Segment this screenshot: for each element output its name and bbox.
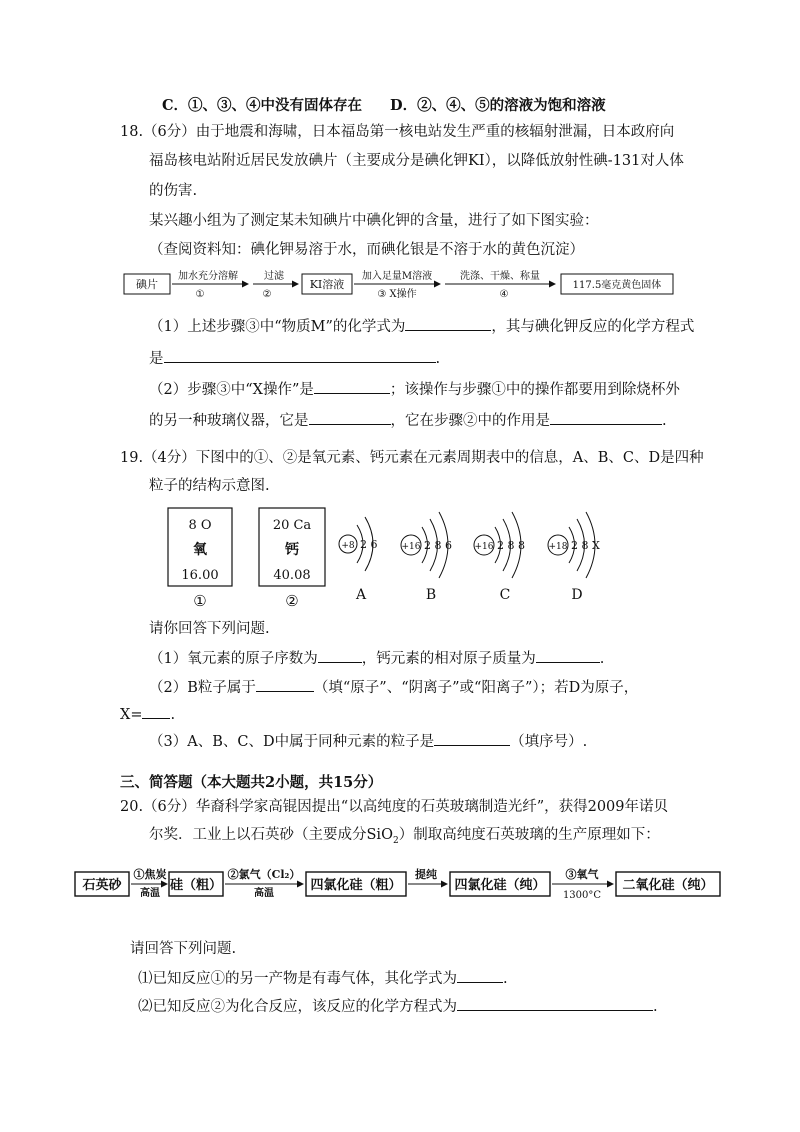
calcium-card-label: ② <box>285 592 299 610</box>
q18-p2-blank-x-operation[interactable] <box>314 381 390 394</box>
flow-arrow-3-top: 加入足量M溶液 <box>361 271 433 282</box>
calcium-number-symbol: 20 Ca <box>272 518 312 533</box>
q19-part2 <box>149 679 638 697</box>
q20-p1-text-b: . <box>503 971 508 987</box>
q18-p1-text-d: . <box>435 351 441 367</box>
q20-stem-text-b: ）制取高纯度石英玻璃的生产原理如下： <box>398 827 660 843</box>
q20-p2-blank-equation[interactable] <box>457 998 653 1011</box>
atom-d-shells: 2 8 X <box>571 539 600 552</box>
q18-part1-line1 <box>149 318 694 336</box>
atom-c-shells: 2 8 8 <box>497 539 525 552</box>
flow2-arrow-2-bottom: 高温 <box>254 888 274 899</box>
q20-p1-text-a: ⑴已知反应①的另一产物是有毒气体，其化学式为 <box>138 971 457 987</box>
q18-part1-line2 <box>149 350 440 368</box>
q20-part1 <box>138 970 508 988</box>
q17-option-d: D．②、④、⑤的溶液为饱和溶液 <box>390 97 606 114</box>
flow-arrow-1-bottom: ① <box>195 289 205 300</box>
atom-d-nucleus: +18 <box>548 542 568 552</box>
q18-p2-text-c: 的另一种玻璃仪器，它是 <box>149 413 309 429</box>
q18-stem-line5: （查阅资料知：碘化钾易溶于水，而碘化银是不溶于水的黄色沉淀） <box>149 242 584 258</box>
q18-p2-text-e: . <box>662 413 667 429</box>
q18-p1-text-a: （1）上述步骤③中“物质M”的化学式为 <box>149 319 406 335</box>
flow2-arrow-4-top: ③氧气 <box>565 868 599 881</box>
q19-structure-figure <box>160 505 620 615</box>
flow2-box-crude-silicon-label: 硅（粗） <box>169 878 223 893</box>
q19-p2-text-c: X= <box>120 707 143 723</box>
atom-diagram-d <box>548 512 600 603</box>
flow2-arrow-4-bottom: 1300°C <box>562 890 602 901</box>
oxygen-mass: 16.00 <box>181 568 219 583</box>
flow2-arrow-1-top: ①焦炭 <box>133 868 167 881</box>
flow2-box-pure-sio2-label: 二氧化硅（纯） <box>622 878 714 893</box>
q18-p1-blank-formula[interactable] <box>405 318 491 331</box>
section-3-heading: 三、简答题（本大题共2小题，共15分） <box>120 774 383 791</box>
q18-p1-blank-equation[interactable] <box>164 350 436 363</box>
atom-a-label: A <box>355 587 367 603</box>
q18-stem-line1: 18.（6分）由于地震和海啸，日本福岛第一核电站发生严重的核辐射泄漏，日本政府向 <box>120 124 675 140</box>
q19-ask: 请你回答下列问题. <box>149 621 270 637</box>
q19-p2-text-a: （2）B粒子属于 <box>149 680 256 696</box>
q19-p1-blank-atomic-mass[interactable] <box>536 650 600 663</box>
q18-stem-line2: 福岛核电站附近居民发放碘片（主要成分是碘化钾KI），以降低放射性碘-131对人体 <box>149 153 684 169</box>
flow-arrow-3-bottom: ③ X操作 <box>377 289 417 300</box>
atom-d-label: D <box>571 587 583 603</box>
flow-arrow-4-bottom: ④ <box>499 289 509 300</box>
flow-box-yellow-solid-label: 117.5毫克黄色固体 <box>572 280 662 291</box>
q18-p1-text-c: 是 <box>149 351 164 367</box>
q19-part3 <box>149 733 587 751</box>
q19-stem-line1: 19.（4分）下图中的①、②是氧元素、钙元素在元素周期表中的信息，A、B、C、D是四种 <box>120 450 704 466</box>
q19-part2-x <box>120 706 175 724</box>
atom-diagram-a <box>339 517 378 603</box>
q18-stem-line4: 某兴趣小组为了测定某未知碘片中碘化钾的含量，进行了如下图实验： <box>149 213 599 229</box>
q20-part2 <box>138 998 658 1016</box>
q18-part2-line2 <box>149 412 667 430</box>
flow2-box-quartz-sand-label: 石英砂 <box>82 878 122 893</box>
q20-stem-text-a: 尔奖．工业上以石英砂（主要成分SiO <box>149 827 393 843</box>
flow2-arrow-2-top: ②氯气（Cl₂） <box>227 868 301 881</box>
q20-stem-line2 <box>149 827 660 847</box>
q19-p2-blank-particle-type[interactable] <box>256 679 314 692</box>
q19-p2-text-d: . <box>170 707 176 723</box>
atom-c-nucleus: +16 <box>474 542 494 552</box>
q20-p1-blank-formula[interactable] <box>457 970 503 983</box>
q18-stem-line3: 的伤害. <box>149 183 198 199</box>
flow-arrow-4-top: 洗涤、干燥、称量 <box>460 271 540 282</box>
atom-diagram-b <box>401 512 452 603</box>
q18-p2-text-b: ；该操作与步骤①中的操作都要用到除烧杯外 <box>389 382 680 398</box>
flow2-box-pure-sicl4-label: 四氯化硅（纯） <box>454 878 546 893</box>
q19-p2-blank-x[interactable] <box>142 706 170 719</box>
flow-arrow-2-bottom: ② <box>262 289 272 300</box>
q18-p2-text-a: （2）步骤③中“X操作”是 <box>149 382 314 398</box>
q18-p2-blank-instrument[interactable] <box>309 412 391 425</box>
oxygen-number-symbol: 8 O <box>188 518 212 533</box>
atom-b-shells: 2 8 6 <box>424 539 452 552</box>
calcium-mass: 40.08 <box>273 568 311 583</box>
q19-p2-text-b: （填“原子”、“阴离子”或“阳离子”）；若D为原子， <box>313 680 639 696</box>
atom-a-shells: 2 6 <box>360 538 378 551</box>
flow-arrow-2-top: 过滤 <box>264 271 284 282</box>
q18-experiment-flowchart <box>120 264 680 304</box>
atom-b-nucleus: +16 <box>401 542 421 552</box>
flow-box-ki-solution-label: KI溶液 <box>309 278 345 291</box>
q19-stem-line2: 粒子的结构示意图. <box>149 478 270 494</box>
q19-p3-blank-same-element[interactable] <box>434 733 510 746</box>
q18-p1-text-b: ，其与碘化钾反应的化学方程式 <box>491 319 695 335</box>
flow-box-iodine-tablet-label: 碘片 <box>136 278 158 291</box>
q19-p1-text-a: （1）氧元素的原子序数为 <box>149 651 318 667</box>
q19-p3-text-b: （填序号）. <box>510 734 588 750</box>
q19-part1 <box>149 650 604 668</box>
q19-p1-blank-atomic-number[interactable] <box>318 650 362 663</box>
q20-production-flowchart <box>70 858 726 906</box>
flow2-box-crude-sicl4-label: 四氯化硅（粗） <box>310 878 402 893</box>
q19-p1-text-c: . <box>599 651 605 667</box>
atom-a-nucleus: +8 <box>341 541 355 551</box>
oxygen-card-label: ① <box>193 592 207 610</box>
atom-diagram-c <box>474 512 525 603</box>
q18-part2-line1 <box>149 381 680 399</box>
q18-p2-blank-function[interactable] <box>550 412 662 425</box>
flow-arrow-1-top: 加水充分溶解 <box>178 271 238 282</box>
q19-p1-text-b: ，钙元素的相对原子质量为 <box>361 651 536 667</box>
q19-p3-text-a: （3）A、B、C、D中属于同种元素的粒子是 <box>149 734 435 750</box>
flow2-arrow-3-top: 提纯 <box>415 868 437 881</box>
q20-ask: 请回答下列问题. <box>130 941 237 957</box>
oxygen-name: 氧 <box>193 542 207 558</box>
q20-p2-text-b: . <box>653 999 658 1015</box>
q18-p2-text-d: ，它在步骤②中的作用是 <box>390 413 550 429</box>
q20-stem-line1: 20.（6分）华裔科学家高锟因提出“以高纯度的石英玻璃制造光纤”，获得2009年诺贝 <box>120 799 669 815</box>
atom-c-label: C <box>499 587 511 603</box>
q20-stem-subscript: 2 <box>392 835 399 846</box>
q20-p2-text-a: ⑵已知反应②为化合反应，该反应的化学方程式为 <box>138 999 457 1015</box>
atom-b-label: B <box>425 587 437 603</box>
calcium-name: 钙 <box>285 542 299 558</box>
q17-option-c: C．①、③、④中没有固体存在 <box>162 97 363 114</box>
flow2-arrow-1-bottom: 高温 <box>140 888 160 899</box>
